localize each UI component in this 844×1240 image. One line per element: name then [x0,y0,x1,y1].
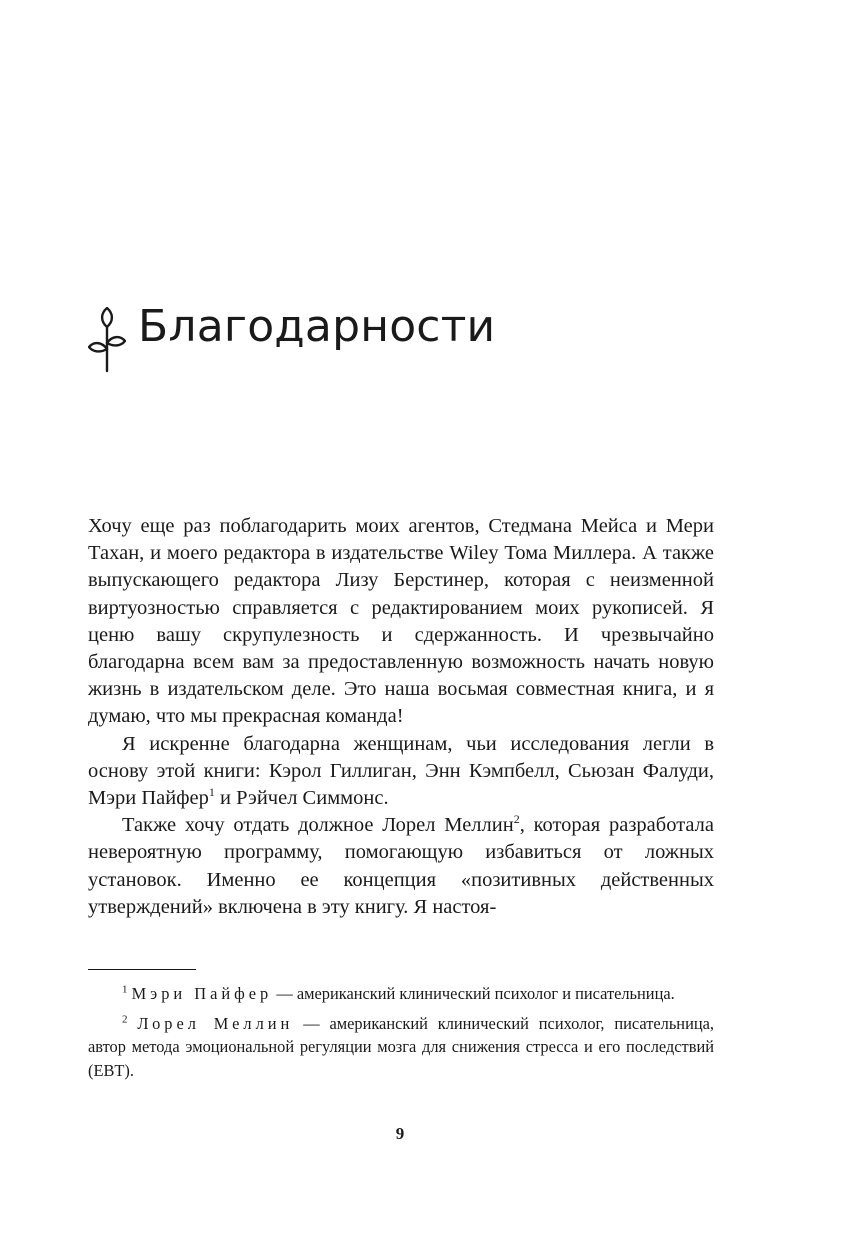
paragraph-2-text: Я искренне благодарна женщинам, чьи исследования легли в основу этой книги: Кэрол Гиллиган, Энн Кэмпбелл, Сьюзан Фалуди, Мэри Пайфер [88,732,714,810]
paragraph-1: Хочу еще раз поблагодарить моих агентов, Стедмана Мейса и Мери Тахан, и моего редактора в издательстве Wiley Тома Миллера. А также выпускающего редактора Лизу Берстинер, которая с неизменной виртуозностью справляется с редактированием моих рукописей. Я ценю вашу скрупулезность и сдержанность. И чрезвычайно благодарна всем вам за предоставленную возможность начать новую жизнь в издательском деле. Это наша восьмая совместная книга, и я думаю, что мы прекрасная команда! [88,515,714,728]
footnote-name: Мэри Пайфер [131,984,273,1003]
paragraph-3-text: Также хочу отдать должное Лорел Меллин [122,814,514,837]
chapter-title: Благодарности [138,301,496,353]
footnotes [88,982,714,1088]
body-text [88,513,714,921]
footnote-2 [88,1012,714,1083]
footnote-1 [88,982,714,1006]
paragraph-3 [88,812,714,921]
leaf-sprig-icon [88,307,126,373]
footnote-number: 1 [122,983,128,996]
footnote-divider [88,969,196,970]
paragraph-2-text-end: и Рэйчел Симмонс. [214,787,389,810]
footnote-ref-1[interactable]: 1 [208,785,215,800]
footnote-ref-2[interactable]: 2 [513,812,520,827]
paragraph-2 [88,731,714,813]
footnote-text: — американский клинический психолог и писательница. [272,984,675,1003]
footnote-number: 2 [122,1013,128,1026]
chapter-heading [88,300,495,380]
paragraph-3-text-end: , которая разработала невероятную программу, помогающую избавиться от ложных установок. Именно ее концепция «позитивных действенных утверждений» включена в эту книгу. Я настоя- [88,814,715,918]
page-number: 9 [395,1124,405,1143]
footnote-text: — американский клинический психолог, писательница, автор метода эмоциональной регуляции мозга для снижения стресса и его последствий (EBT). [88,1013,714,1080]
footnote-name: Лорел Меллин [137,1013,294,1033]
